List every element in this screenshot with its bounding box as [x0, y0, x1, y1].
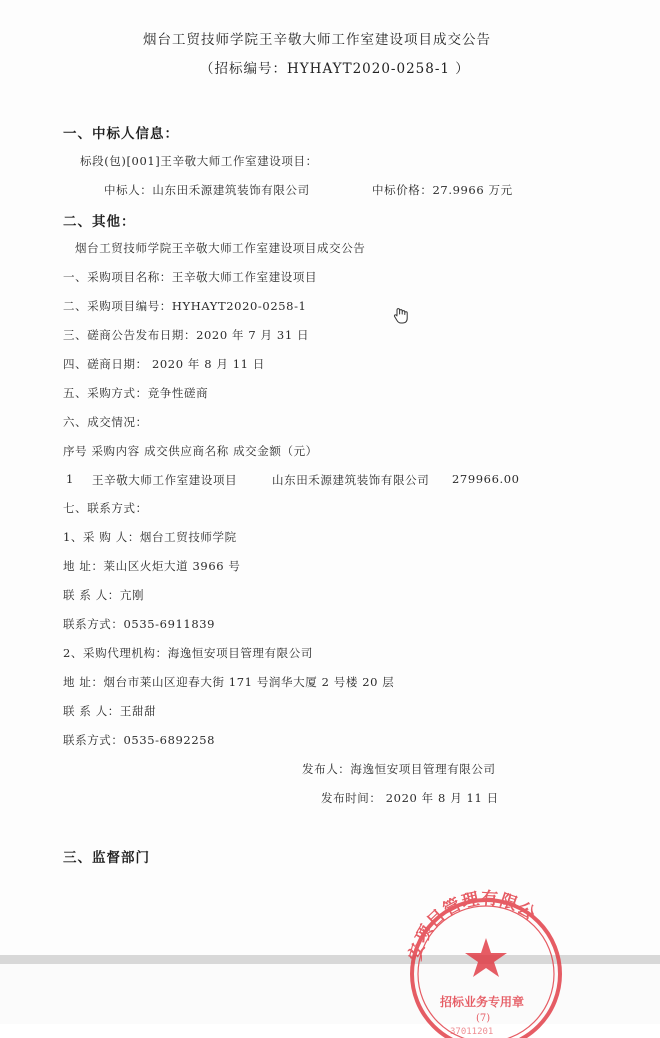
result-row-amount: 279966.00 [452, 472, 520, 486]
result-table-header: 序号 采购内容 成交供应商名称 成交金额（元） [63, 444, 318, 458]
seal-code-text: 37011201 [450, 1027, 494, 1037]
result-row-content: 王辛敬大师工作室建设项目 [92, 473, 238, 487]
agent-phone: 联系方式：0535-6892258 [63, 733, 216, 747]
section1-heading: 一、中标人信息： [63, 126, 179, 142]
seal-top-text: 安项目管理有限公 [405, 888, 540, 963]
buyer-contact: 联 系 人：亢刚 [63, 588, 145, 602]
seal-number-text: (7) [476, 1013, 491, 1024]
item-announce-date: 三、磋商公告发布日期：2020 年 7 月 31 日 [63, 328, 310, 342]
section2-heading: 二、其他： [63, 214, 136, 230]
buyer-line: 1、采 购 人：烟台工贸技师学院 [63, 530, 237, 544]
svg-text:安项目管理有限公 [404, 888, 539, 963]
document-title: 烟台工贸技师学院王辛敬大师工作室建设项目成交公告 [143, 32, 491, 48]
bid-number: （招标编号：HYHAYT2020-0258-1 ） [200, 61, 470, 77]
seal-bottom-text: 招标业务专用章 [440, 995, 525, 1009]
winner-line: 中标人：山东田禾源建筑装饰有限公司 [104, 183, 310, 197]
agent-contact: 联 系 人：王甜甜 [63, 704, 157, 718]
publish-time-line: 发布时间： 2020 年 8 月 11 日 [321, 791, 499, 805]
price-line: 中标价格：27.9966 万元 [372, 183, 513, 197]
item-result: 六、成交情况： [63, 415, 148, 429]
item-project-number: 二、采购项目编号：HYHAYT2020-0258-1 [63, 299, 307, 313]
section2-subtitle: 烟台工贸技师学院王辛敬大师工作室建设项目成交公告 [75, 241, 366, 255]
publisher-line: 发布人：海逸恒安项目管理有限公司 [302, 762, 496, 776]
agent-address: 地 址：烟台市莱山区迎春大街 171 号润华大厦 2 号楼 20 层 [63, 675, 395, 689]
hand-cursor-icon [391, 306, 413, 326]
agent-line: 2、采购代理机构：海逸恒安项目管理有限公司 [63, 646, 313, 660]
item-consult-date: 四、磋商日期： 2020 年 8 月 11 日 [63, 357, 265, 371]
buyer-phone: 联系方式：0535-6911839 [63, 617, 216, 631]
red-seal-stamp [400, 878, 570, 1038]
buyer-address: 地 址：莱山区火炬大道 3966 号 [63, 559, 241, 573]
result-row-supplier: 山东田禾源建筑装饰有限公司 [272, 473, 430, 487]
section3-heading: 三、监督部门 [63, 850, 150, 866]
lot-line: 标段(包)[001]王辛敬大师工作室建设项目： [80, 154, 318, 168]
item-method: 五、采购方式：竞争性磋商 [63, 386, 209, 400]
item-contact: 七、联系方式： [63, 501, 148, 515]
item-project-name: 一、采购项目名称：王辛敬大师工作室建设项目 [63, 270, 318, 284]
result-row-number: 1 [66, 472, 74, 486]
